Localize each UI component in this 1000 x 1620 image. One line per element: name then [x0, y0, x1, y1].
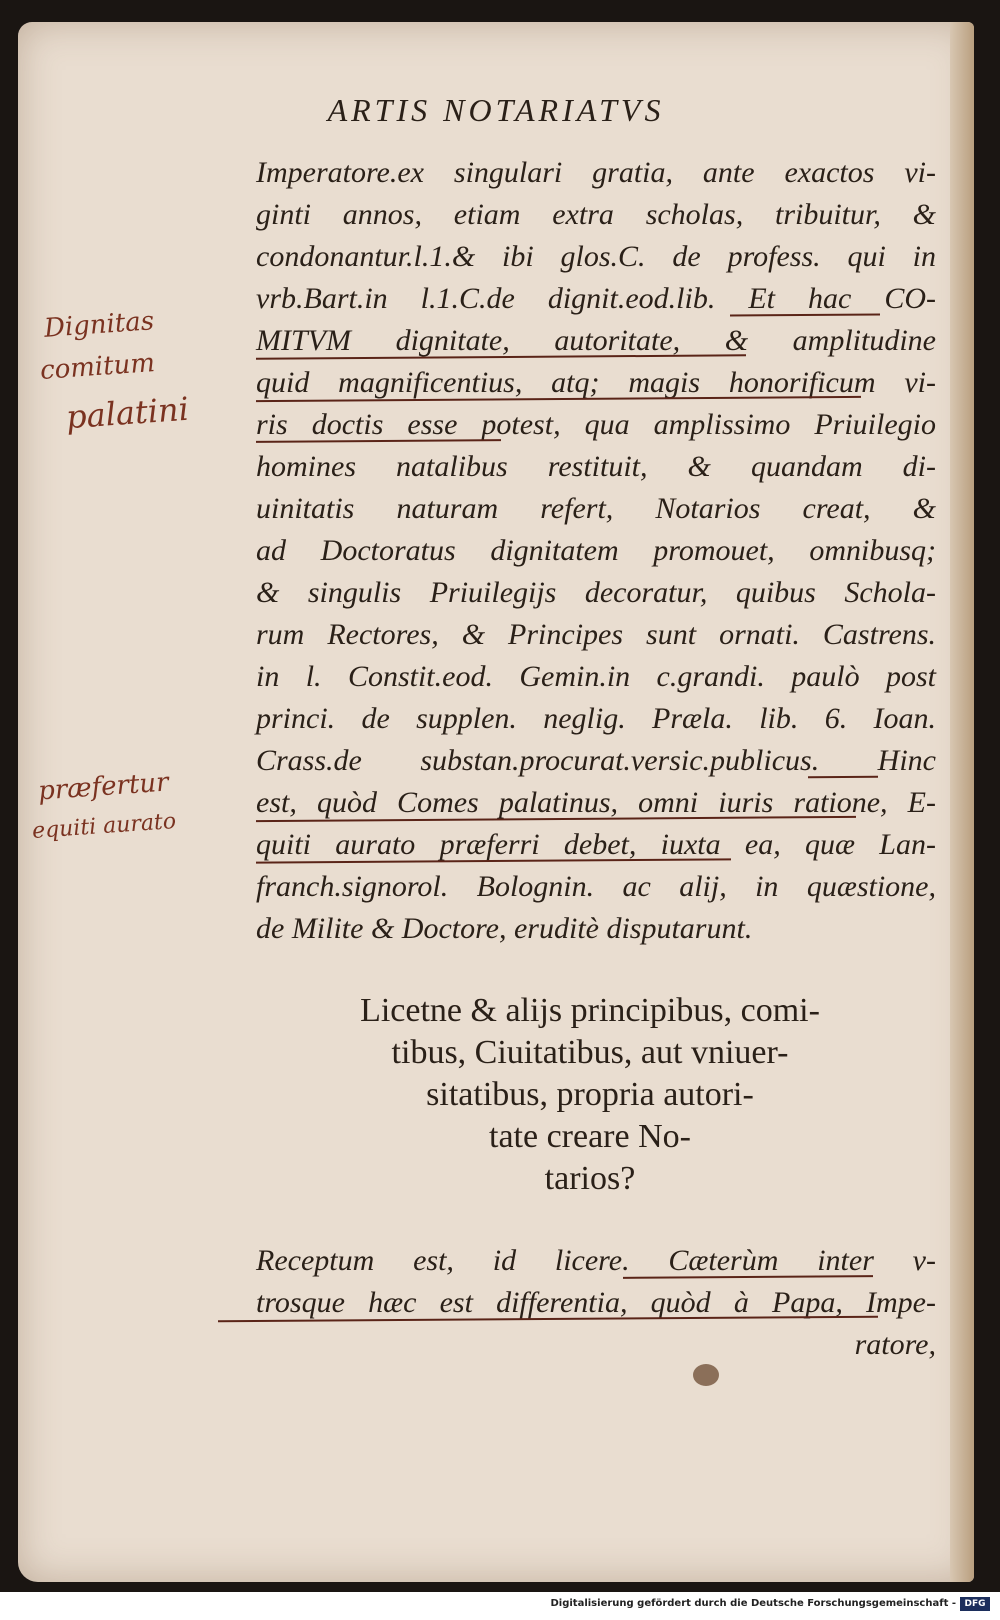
margin-note: comitum	[39, 348, 156, 386]
footer-bar	[0, 1592, 1000, 1620]
ink-blot	[693, 1364, 719, 1386]
section-heading-line: tate creare No-	[489, 1118, 691, 1155]
book-page	[18, 22, 974, 1582]
body-line: est, quòd Comes palatinus, omni iuris ratione, E-	[256, 786, 936, 819]
body-line: trosque hæc est differentia, quòd à Papa, Impe-	[256, 1286, 936, 1319]
body-line: vrb.Bart.in l.1.C.de dignit.eod.lib. Et hac CO-	[256, 282, 936, 315]
body-line: condonantur.l.1.& ibi glos.C. de profess. qui in	[256, 240, 936, 273]
section-heading-line: sitatibus, propria autori-	[426, 1076, 754, 1113]
margin-note: equiti aurato	[31, 809, 177, 844]
body-line: Receptum est, id licere. Cæterùm inter v-	[256, 1244, 936, 1277]
running-head: ARTIS NOTARIATVS	[327, 92, 665, 128]
body-line: in l. Constit.eod. Gemin.in c.grandi. paulò post	[256, 660, 936, 693]
margin-note: palatini	[64, 389, 190, 437]
footer-credit: Digitalisierung gefördert durch die Deutsche Forschungsgemeinschaft -	[550, 1598, 956, 1609]
body-line: Crass.de substan.procurat.versic.publicus. Hinc	[256, 744, 936, 777]
body-line: franch.signorol. Bolognin. ac alij, in quæstione,	[256, 870, 936, 903]
body-line: ginti annos, etiam extra scholas, tribuitur, &	[256, 198, 936, 231]
body-line: & singulis Priuilegijs decoratur, quibus Schola-	[256, 576, 936, 609]
body-line: quiti aurato præferri debet, iuxta ea, quæ Lan-	[256, 828, 936, 861]
catchword: ratore,	[854, 1328, 936, 1361]
body-line: rum Rectores, & Principes sunt ornati. Castrens.	[256, 618, 936, 651]
section-heading-line: tibus, Ciuitatibus, aut vniuer-	[391, 1034, 789, 1071]
page-edge	[950, 22, 974, 1582]
margin-note: Dignitas	[43, 306, 156, 344]
body-line: quid magnificentius, atq; magis honorificum vi-	[256, 366, 936, 399]
dfg-logo: DFG	[960, 1597, 990, 1611]
body-line: MITVM dignitate, autoritate, & amplitudine	[256, 324, 936, 357]
body-line: homines natalibus restituit, & quandam di-	[256, 450, 936, 483]
body-line: ris doctis esse potest, qua amplissimo Priuilegio	[256, 408, 936, 441]
body-line: de Milite & Doctore, eruditè disputarunt.	[256, 912, 753, 945]
body-line: uinitatis naturam refert, Notarios creat, &	[256, 492, 936, 525]
body-line: princi. de supplen. neglig. Præla. lib. 6. Ioan.	[256, 702, 936, 735]
section-heading-line: tarios?	[544, 1160, 636, 1197]
section-heading-line: Licetne & alijs principibus, comi-	[360, 992, 820, 1029]
body-line: ad Doctoratus dignitatem promouet, omnibusq;	[256, 534, 936, 567]
margin-note: præfertur	[37, 767, 170, 807]
body-line: Imperatore.ex singulari gratia, ante exactos vi-	[256, 156, 936, 189]
